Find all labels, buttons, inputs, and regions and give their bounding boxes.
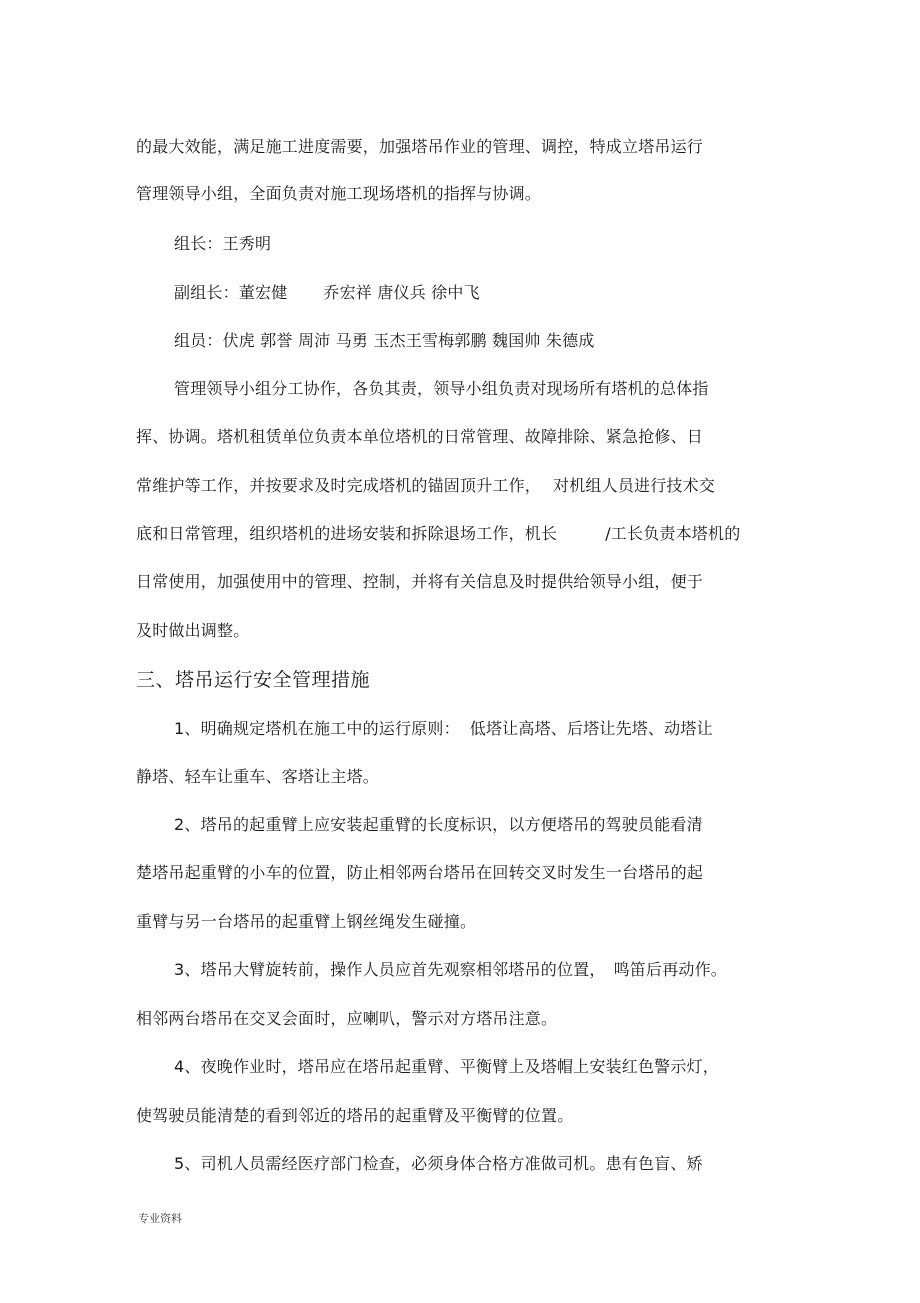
members-line: 组员：伏虎 郭誉 周沛 马勇 玉杰王雪梅郭鹏 魏国帅 朱德成: [174, 331, 595, 350]
list-item-line: 静塔、轻车让重车、客塔让主塔。: [136, 767, 380, 786]
paragraph-line: 管理领导小组，全面负责对施工现场塔机的指挥与协调。: [136, 184, 542, 203]
text-segment: 常维护等工作，并按要求及时完成塔机的锚固顶升工作，: [136, 476, 542, 495]
leader-line: 组长：王秀明: [174, 234, 272, 253]
deputy-label: 副组长：董宏健: [174, 283, 288, 302]
list-item-line: 重臂与另一台塔吊的起重臂上钢丝绳发生碰撞。: [136, 912, 477, 931]
list-item-line: 相邻两台塔吊在交叉会面时，应喇叭，警示对方塔吊注意。: [136, 1009, 558, 1028]
paragraph-line: 的最大效能，满足施工进度需要，加强塔吊作业的管理、调控，特成立塔吊运行: [136, 137, 704, 156]
deputy-names: 乔宏祥 唐仪兵 徐中飞: [323, 283, 480, 302]
paragraph-line: [136, 524, 740, 544]
deputy-line: [174, 283, 480, 303]
text-segment: 底和日常管理，组织塔机的进场安装和拆除退场工作，机长: [136, 524, 558, 543]
page-footer: 专业资料: [138, 1212, 182, 1225]
text-segment: 3、塔吊大臂旋转前，操作人员应首先观察相邻塔吊的位置，: [174, 960, 606, 979]
paragraph-line: [136, 476, 715, 496]
section-heading: 三、塔吊运行安全管理措施: [136, 669, 371, 691]
text-segment: 对机组人员进行技术交: [553, 476, 716, 495]
list-item-line: 楚塔吊起重臂的小车的位置，防止相邻两台塔吊在回转交叉时发生一台塔吊的起: [136, 863, 704, 882]
text-segment: 1、明确规定塔机在施工中的运行原则：: [174, 719, 460, 738]
paragraph-line: 日常使用，加强使用中的管理、控制，并将有关信息及时提供给领导小组，便于: [136, 572, 704, 591]
text-segment: 低塔让高塔、后塔让先塔、动塔让: [469, 719, 713, 738]
text-segment: 鸣笛后再动作。: [613, 960, 727, 979]
list-item-line: [174, 960, 727, 980]
text-segment: /工长负责本塔机的: [605, 524, 741, 543]
list-item-line: 5、司机人员需经医疗部门检查，必须身体合格方准做司机。患有色盲、矫: [174, 1154, 703, 1173]
paragraph-line: 及时做出调整。: [136, 621, 250, 640]
list-item-line: 4、夜晚作业时，塔吊应在塔吊起重臂、平衡臂上及塔帽上安装红色警示灯，: [174, 1057, 719, 1076]
paragraph-line: 挥、协调。塔机租赁单位负责本单位塔机的日常管理、故障排除、紧急抢修、日: [136, 427, 704, 446]
list-item-line: 使驾驶员能清楚的看到邻近的塔吊的起重臂及平衡臂的位置。: [136, 1106, 574, 1125]
paragraph-line: 管理领导小组分工协作，各负其责，领导小组负责对现场所有塔机的总体指: [174, 379, 709, 398]
list-item-line: 2、塔吊的起重臂上应安装起重臂的长度标识，以方便塔吊的驾驶员能看清: [174, 815, 703, 834]
list-item-line: [174, 719, 713, 739]
